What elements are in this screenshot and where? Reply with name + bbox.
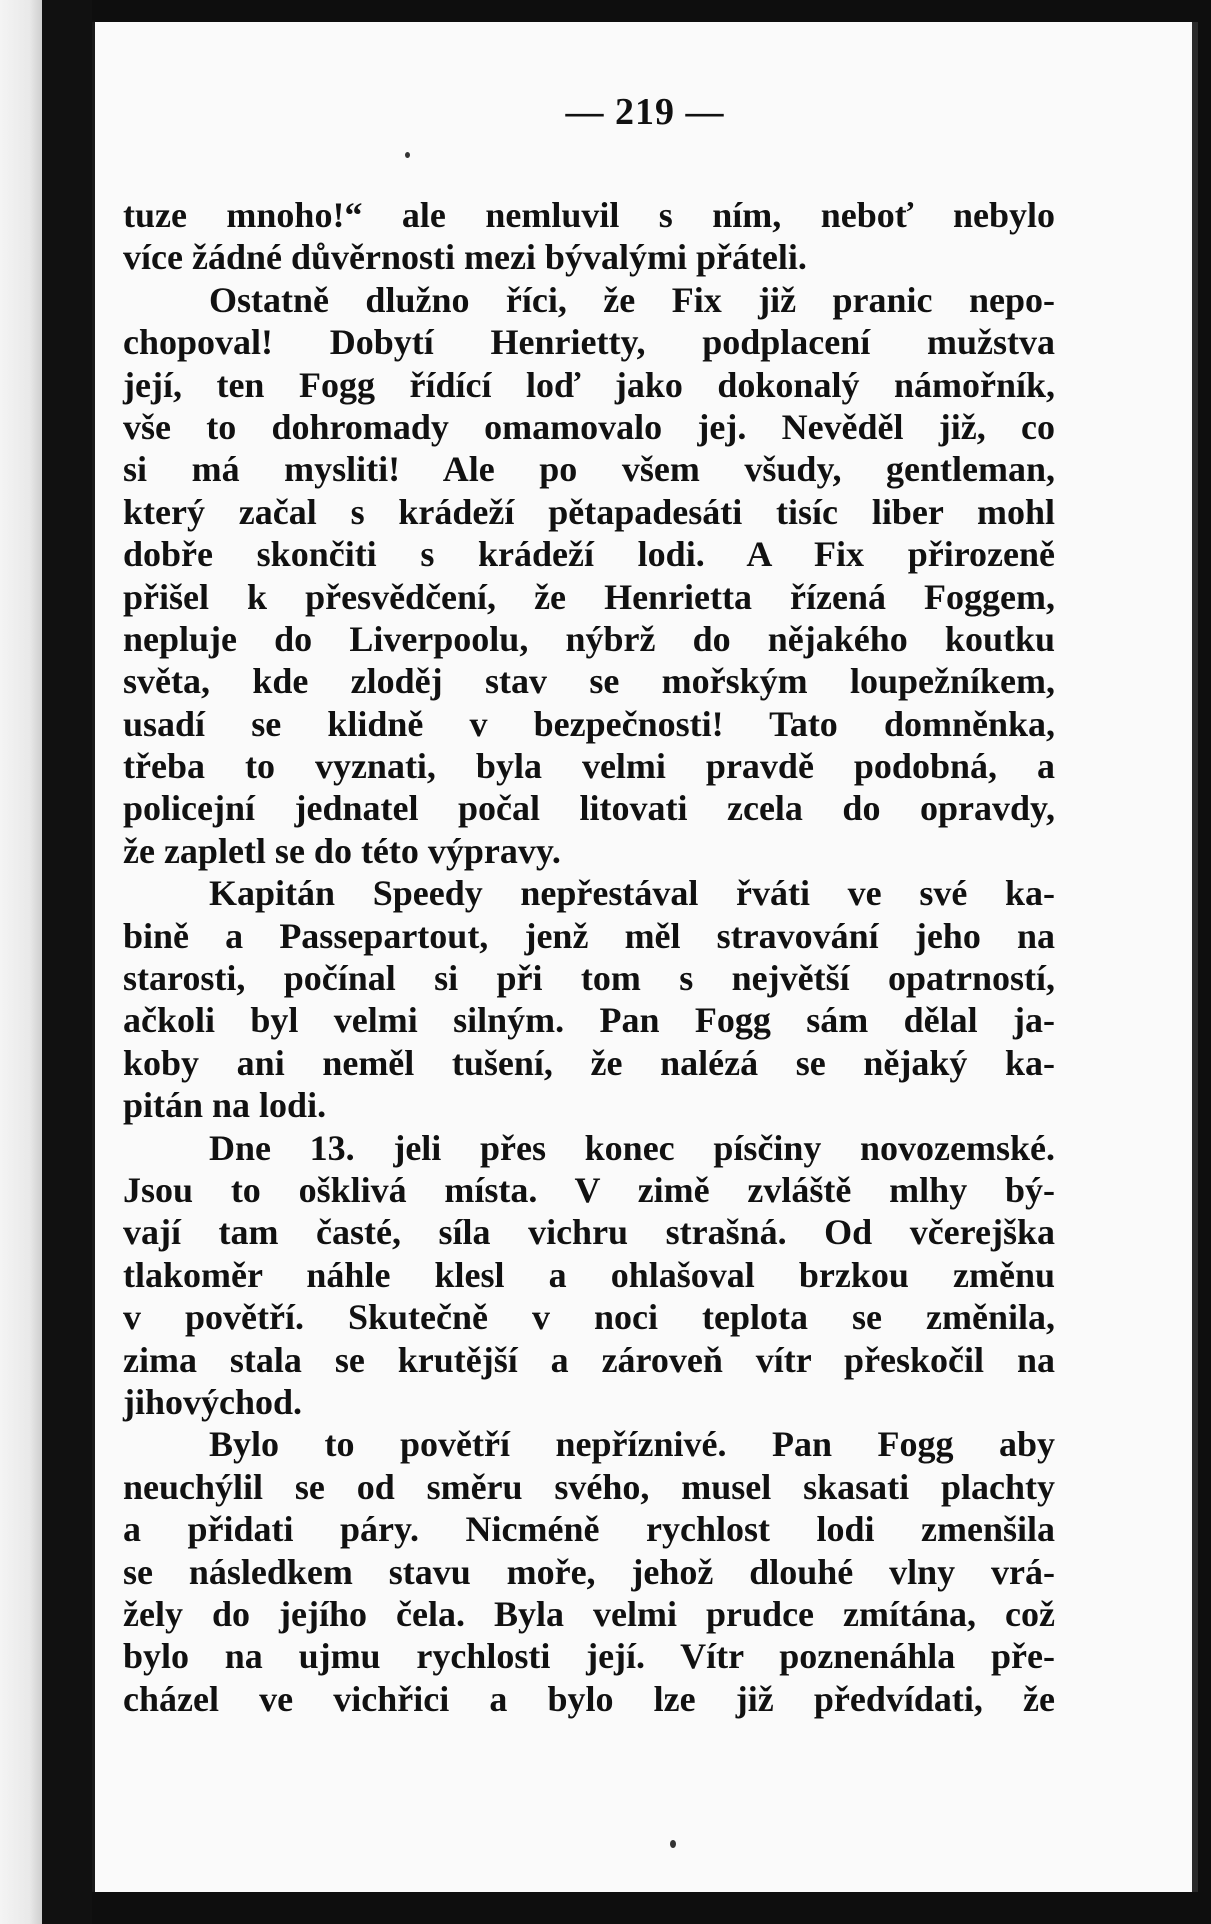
print-speck [670,1840,676,1848]
text-line: přišel k přesvědčení, že Henrietta řízená Foggem, [123,576,1055,617]
text-line: pitán na lodi. [123,1085,327,1126]
text-line: v povětří. Skutečně v noci teplota se změnila, [123,1297,1055,1338]
text-line: se následkem stavu moře, jehož dlouhé vlny vrá- [123,1551,1055,1592]
text-line: jihovýchod. [123,1381,303,1422]
text-line: třeba to vyznati, byla velmi pravdě podobná, a [123,746,1055,787]
text-line: zima stala se krutější a zároveň vítr přeskočil na [123,1339,1055,1380]
text-line: cházel ve vichřici a bylo lze již předvídati, že [123,1678,1055,1719]
text-line: chopoval! Dobytí Henrietty, podplacení mužstva [123,322,1055,363]
text-line: Jsou to ošklivá místa. V zimě zvláště mlhy bý- [123,1169,1055,1210]
text-line: usadí se klidně v bezpečnosti! Tato domněnka, [123,703,1055,744]
text-line: Ostatně dlužno říci, že Fix již pranic nepo- [209,279,1055,320]
text-line: policejní jednatel počal litovati zcela do opravdy, [123,788,1055,829]
book-page [92,22,1195,1892]
text-line: si má mysliti! Ale po všem všudy, gentleman, [123,449,1055,490]
text-line: žely do jejího čela. Byla velmi prudce zmítána, což [123,1593,1055,1634]
text-line: Kapitán Speedy nepřestával řváti ve své ka- [209,873,1055,914]
text-line: Bylo to povětří nepříznivé. Pan Fogg aby [209,1424,1055,1465]
text-line: více žádné důvěrnosti mezi bývalými přáteli. [123,237,807,278]
text-line: světa, kde zloděj stav se mořským loupežníkem, [123,661,1055,702]
book-gutter [42,0,92,1924]
text-line: neuchýlil se od směru svého, musel skasati plachty [123,1466,1055,1507]
text-line: který začal s krádeží pětapadesáti tisíc liber mohl [123,491,1055,532]
text-line: a přidati páry. Nicméně rychlost lodi zmenšila [123,1509,1055,1550]
text-line: vají tam časté, síla vichru strašná. Od včerejška [123,1212,1055,1253]
text-line: koby ani neměl tušení, že nalézá se nějaký ka- [123,1042,1055,1083]
text-line: že zapletl se do této výpravy. [123,830,561,871]
text-line: bině a Passepartout, jenž měl stravování jeho na [123,915,1055,956]
previous-page-edge [0,0,42,1924]
print-speck [405,152,410,158]
text-line: bylo na ujmu rychlosti její. Vítr poznenáhla pře- [123,1636,1055,1677]
text-line: vše to dohromady omamovalo jej. Nevěděl již, co [123,406,1055,447]
text-line: její, ten Fogg řídící loď jako dokonalý námořník, [123,364,1055,405]
text-line: Dne 13. jeli přes konec písčiny novozemské. [209,1127,1055,1168]
text-line: dobře skončiti s krádeží lodi. A Fix přirozeně [123,534,1055,575]
text-line: ačkoli byl velmi silným. Pan Fogg sám dělal ja- [123,1000,1055,1041]
page-number: — 219 — [565,91,725,133]
body-text [123,194,1055,1720]
text-line: tlakoměr náhle klesl a ohlašoval brzkou změnu [123,1254,1055,1295]
page-right-edge [1192,22,1198,1892]
text-line: nepluje do Liverpoolu, nýbrž do nějakého koutku [123,618,1055,659]
text-line: tuze mnoho!“ ale nemluvil s ním, neboť nebylo [123,195,1055,235]
text-line: starosti, počínal si při tom s největší opatrností, [123,958,1055,999]
